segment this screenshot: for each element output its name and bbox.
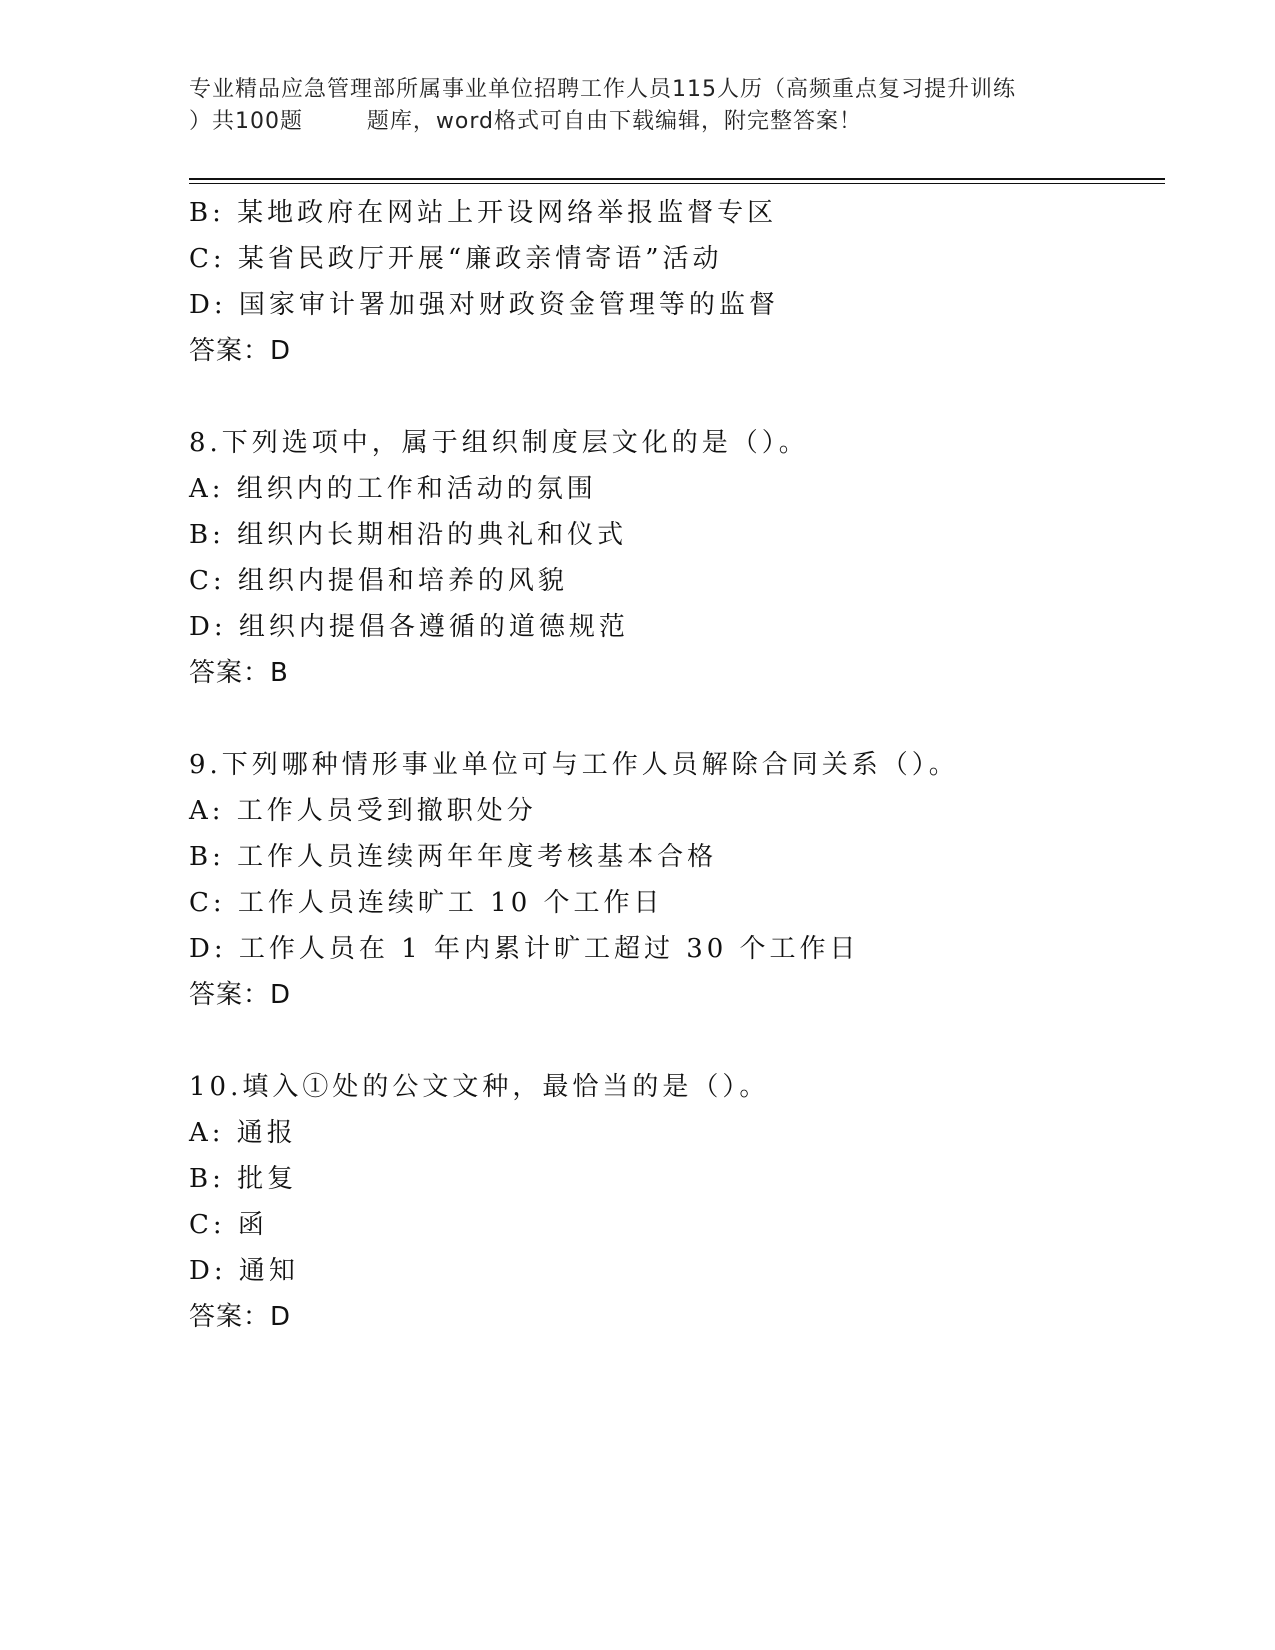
- header-divider-thin: [189, 183, 1165, 184]
- answer-line: 答案：D: [189, 980, 292, 1010]
- option-c: C: 工作人员连续旷工 10 个工作日: [189, 888, 664, 918]
- option-a: A: 组织内的工作和活动的氛围: [189, 474, 597, 504]
- header-divider-thick: [189, 178, 1165, 180]
- option-b: B: 某地政府在网站上开设网络举报监督专区: [189, 198, 778, 228]
- question-stem: 10.填入①处的公文文种，最恰当的是（）。: [189, 1072, 770, 1102]
- option-d: D: 通知: [189, 1256, 299, 1286]
- question-7-continued: [189, 190, 1149, 374]
- spacer: [189, 374, 1149, 420]
- question-stem: 9.下列哪种情形事业单位可与工作人员解除合同关系（）。: [189, 750, 959, 780]
- header-title-line-2: ）共100题 题库，word格式可自由下载编辑，附完整答案！: [189, 109, 863, 134]
- option-d: D: 组织内提倡各遵循的道德规范: [189, 612, 629, 642]
- answer-line: 答案：D: [189, 336, 292, 366]
- document-header: [189, 74, 1089, 138]
- question-9: [189, 742, 1149, 1018]
- option-c: C: 函: [189, 1210, 268, 1240]
- option-b: B: 工作人员连续两年年度考核基本合格: [189, 842, 718, 872]
- option-d: D: 国家审计署加强对财政资金管理等的监督: [189, 290, 779, 320]
- option-d: D: 工作人员在 1 年内累计旷工超过 30 个工作日: [189, 934, 860, 964]
- question-stem: 8.下列选项中，属于组织制度层文化的是（）。: [189, 428, 809, 458]
- question-content: [189, 190, 1149, 1340]
- option-c: C: 某省民政厅开展“廉政亲情寄语”活动: [189, 244, 723, 274]
- question-10: [189, 1064, 1149, 1340]
- header-title-line-1: 专业精品应急管理部所属事业单位招聘工作人员115人历（高频重点复习提升训练: [189, 77, 1016, 102]
- answer-line: 答案：D: [189, 1302, 292, 1332]
- option-c: C: 组织内提倡和培养的风貌: [189, 566, 568, 596]
- option-a: A: 通报: [189, 1118, 297, 1148]
- option-a: A: 工作人员受到撤职处分: [189, 796, 537, 826]
- spacer: [189, 1018, 1149, 1064]
- option-b: B: 组织内长期相沿的典礼和仪式: [189, 520, 628, 550]
- answer-line: 答案：B: [189, 658, 289, 688]
- spacer: [189, 696, 1149, 742]
- question-8: [189, 420, 1149, 696]
- option-b: B: 批复: [189, 1164, 298, 1194]
